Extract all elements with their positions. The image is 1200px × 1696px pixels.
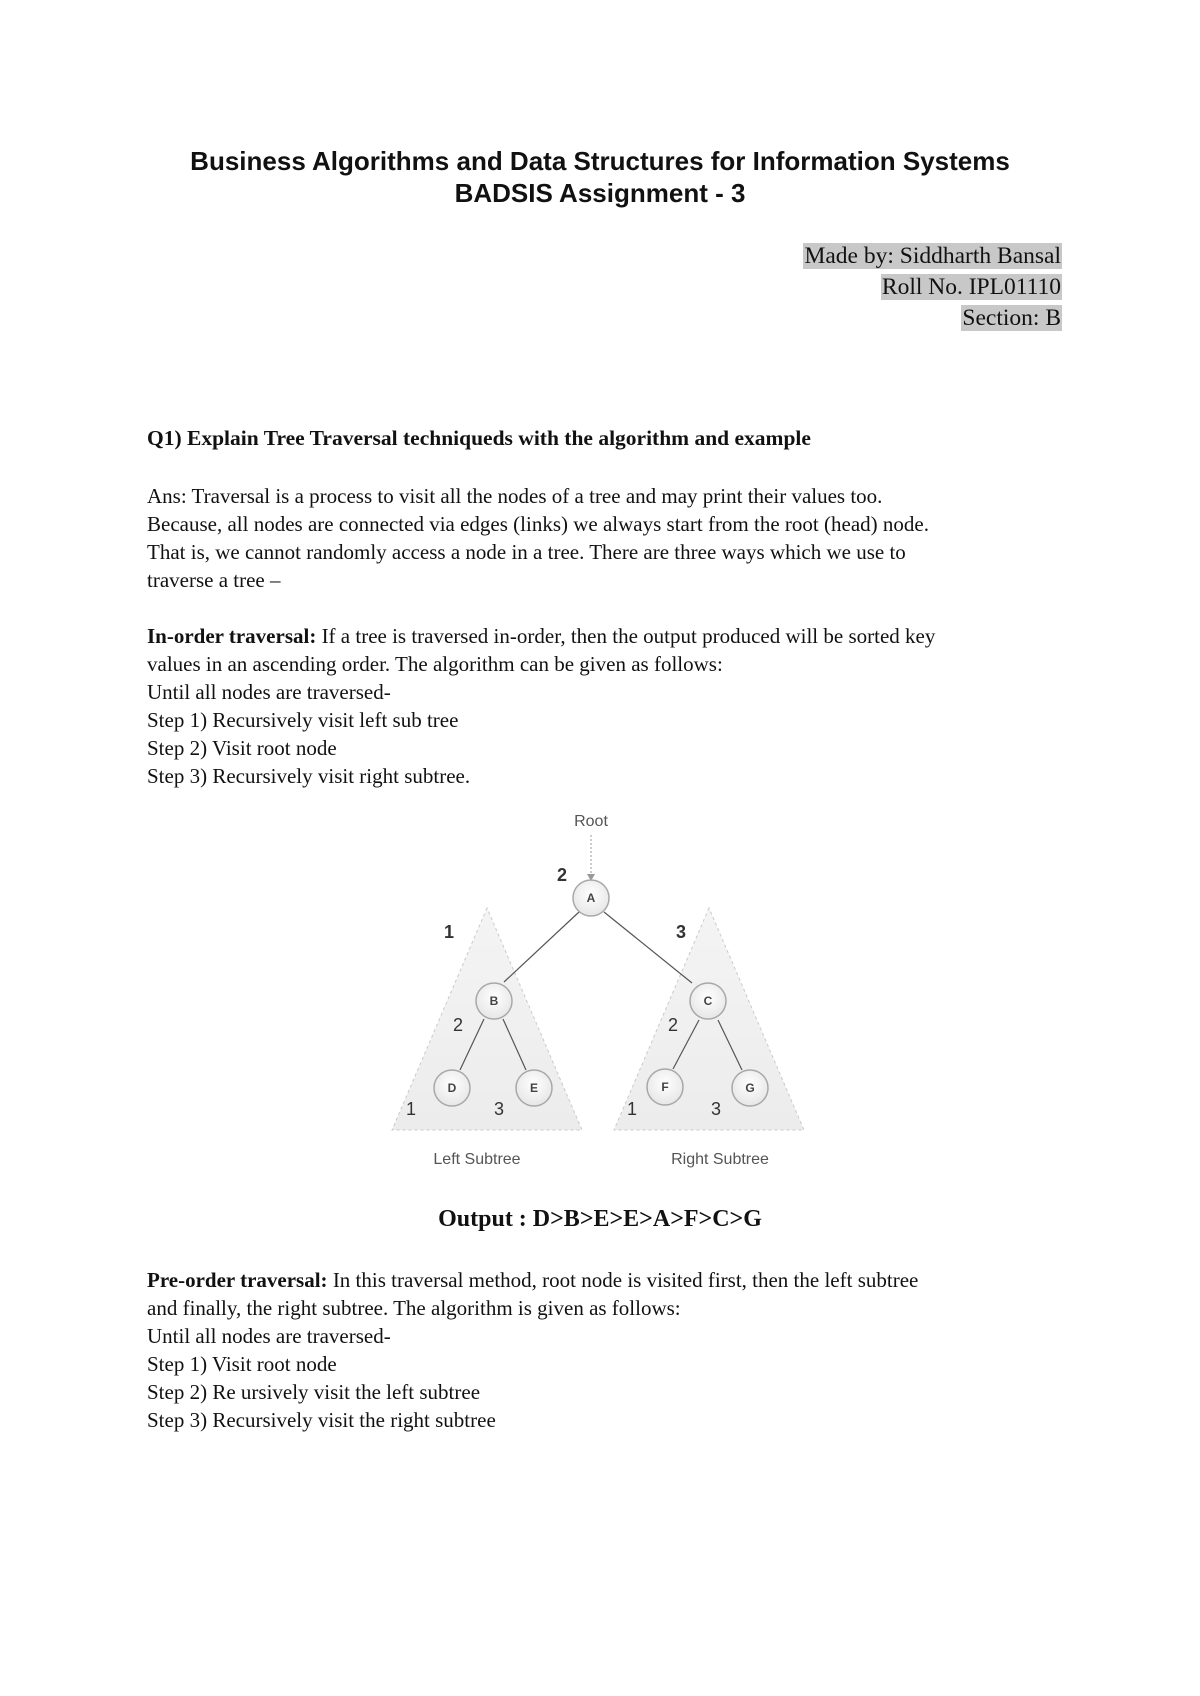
inorder-step: Step 1) Recursively visit left sub tree (147, 708, 459, 732)
inorder-output: Output : D>B>E>E>A>F>C>G (438, 1206, 762, 1232)
node-b-label: B (489, 994, 499, 1008)
node-e (516, 1070, 552, 1106)
root-label: Root (574, 813, 608, 830)
answer-line: traverse a tree – (147, 568, 281, 592)
node-g (732, 1070, 768, 1106)
node-a (573, 880, 609, 916)
order-num-e: 3 (494, 1099, 505, 1119)
inorder-tree-diagram (380, 808, 820, 1178)
node-f-label: F (661, 1080, 669, 1094)
inorder-step: Until all nodes are traversed- (147, 680, 391, 704)
left-subtree-label: Left Subtree (433, 1151, 521, 1168)
node-a-label: A (586, 891, 596, 905)
node-b (476, 983, 512, 1019)
document-title: Business Algorithms and Data Structures for Information Systems (190, 146, 1010, 176)
inorder-step: Step 2) Visit root node (147, 736, 337, 760)
made-by: Made by: Siddharth Bansal (804, 243, 1061, 269)
node-e-label: E (529, 1081, 539, 1095)
edge-a-b (504, 912, 579, 982)
inorder-text: If a tree is traversed in-order, then the output produced will be sorted key (316, 624, 936, 648)
order-num-c: 2 (668, 1015, 679, 1035)
preorder-section (147, 1266, 1063, 1434)
node-d-label: D (447, 1081, 457, 1095)
preorder-step: Step 3) Recursively visit the right subtree (147, 1408, 496, 1432)
answer-paragraph (147, 482, 1063, 594)
order-num-f: 1 (627, 1099, 638, 1119)
preorder-step: Step 1) Visit root node (147, 1352, 337, 1376)
order-num-right: 3 (676, 922, 687, 942)
node-g-label: G (745, 1081, 755, 1095)
preorder-heading: Pre-order traversal: (147, 1268, 328, 1292)
preorder-step: Step 2) Re ursively visit the left subtree (147, 1380, 481, 1404)
left-subtree-region (392, 908, 582, 1130)
order-num-g: 3 (711, 1099, 722, 1119)
answer-line: That is, we cannot randomly access a node in a tree. There are three ways which we use to (147, 540, 906, 564)
preorder-text: In this traversal method, root node is visited first, then the left subtree (327, 1268, 919, 1292)
node-d (434, 1070, 470, 1106)
inorder-step: Step 3) Recursively visit right subtree. (147, 764, 471, 788)
preorder-text: and finally, the right subtree. The algorithm is given as follows: (147, 1296, 681, 1320)
node-f (647, 1069, 683, 1105)
node-c (690, 983, 726, 1019)
order-num-d: 1 (406, 1099, 417, 1119)
roll-no: Roll No. IPL01110 (881, 274, 1061, 300)
order-num-root: 2 (557, 865, 568, 885)
author-block (803, 241, 1062, 334)
question-heading: Q1) Explain Tree Traversal techniqueds with the algorithm and example (147, 426, 811, 450)
node-c-label: C (703, 994, 713, 1008)
section: Section: B (962, 305, 1061, 331)
preorder-step: Until all nodes are traversed- (147, 1324, 391, 1348)
order-num-left: 1 (444, 922, 455, 942)
right-subtree-label: Right Subtree (671, 1151, 769, 1168)
assignment-title: BADSIS Assignment - 3 (454, 178, 746, 208)
inorder-section (147, 622, 1063, 790)
answer-line: Because, all nodes are connected via edges (links) we always start from the root (head) node. (147, 512, 929, 536)
inorder-text: values in an ascending order. The algorithm can be given as follows: (147, 652, 723, 676)
answer-line: Ans: Traversal is a process to visit all the nodes of a tree and may print their values too. (147, 484, 883, 508)
order-num-b: 2 (453, 1015, 464, 1035)
inorder-heading: In-order traversal: (147, 624, 317, 648)
